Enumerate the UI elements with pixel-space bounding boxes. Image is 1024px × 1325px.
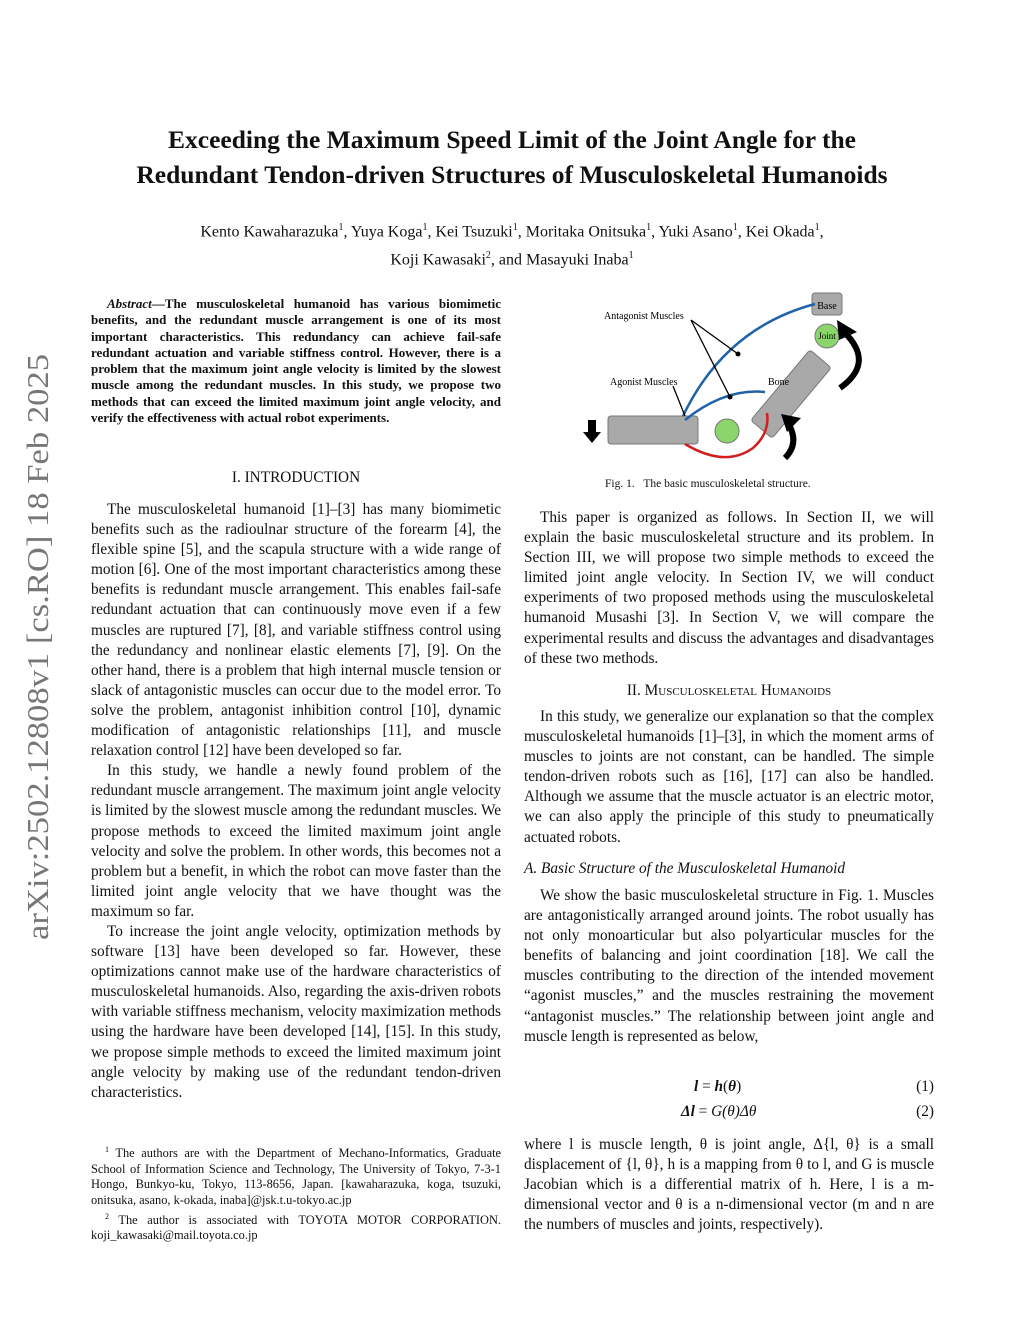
abstract-dash: — (151, 296, 165, 311)
paragraph: where l is muscle length, θ is joint angle, Δ{l, θ} is a small displacement of {l, θ}, h is a mapping from θ to l, and G is muscle Jacobian which is a differential matrix of h. Here, l is a m-dimensional vector and θ is a n-dimensional vector (m and n are the numbers of muscles and joints, respectively). (524, 1136, 934, 1234)
author-affiliation: 2 (485, 250, 491, 262)
author-list (80, 216, 944, 273)
author: Kei Tsuzuki (435, 223, 513, 241)
section-2-body (524, 707, 934, 848)
eq-sign: = (694, 1103, 712, 1120)
footnote-mark: 2 (105, 1211, 109, 1221)
eq-sign: = (698, 1078, 715, 1095)
author-affiliation: 1 (628, 250, 634, 262)
attach-dot (728, 395, 733, 400)
paragraph: We show the basic musculoskeletal structure in Fig. 1. Muscles are antagonistically arranged around joints. The robot usually has not only monoarticular but also polyarticular muscles for the benefits of balancing and joint coordination [18]. We call the muscles contributing to the direction of the intended movement “agonist muscles,” and the muscles restraining the movement “antagonist muscles.” The relationship between joint angle and muscle length is represented as below, (524, 887, 934, 1045)
agonist-label: Agonist Muscles (610, 377, 678, 388)
section-heading-introduction: I. INTRODUCTION (231, 469, 361, 486)
subsection-heading: A. Basic Structure of the Musculoskeletal Humanoid (524, 860, 846, 877)
footnote-text: The author is associated with TOYOTA MOTOR CORPORATION. koji_kawasaki@mail.toyota.co.jp (91, 1212, 502, 1243)
subsection-a-body (524, 886, 934, 1047)
arxiv-stamp (10, 352, 60, 942)
author-line-1: Kento Kawaharazuka$^1$, Yuya Koga$^1$, Kei Tsuzuki$^1$, Moritaka Onitsuka$^1$, Yuki Asano$^1$, Kei Okada$^1$, (200, 222, 824, 241)
author-line-2 (80, 244, 944, 272)
section-title: Musculoskeletal Humanoids (644, 682, 832, 699)
down-arrow-head (583, 432, 601, 443)
arxiv-stamp-svg (10, 352, 60, 942)
antagonist-muscle-short (685, 392, 765, 420)
equation-1 (524, 1078, 934, 1100)
equation-explanation (524, 1135, 934, 1235)
abstract-lead: Abstract (107, 296, 152, 311)
abstract-body: The musculoskeletal humanoid has various biomimetic benefits, and the redundant muscle arrangement is one of its most important characteristics. This redundancy can achieve fail-safe redundant actuation and variable stiffness control. However, there is a problem that the maximum joint angle velocity is limited by the slowest muscle among the redundant muscles. In this study, we propose two methods that can exceed the limited maximum joint angle velocity, and verify the effectiveness with actual robot experiments. (91, 296, 501, 426)
equation-1-body: l = h(θ) (694, 1078, 742, 1095)
section-number: II. (626, 682, 641, 699)
rotation-arrow (840, 333, 859, 388)
attach-dot (736, 352, 741, 357)
author: Kento Kawaharazuka (200, 223, 339, 241)
eq-symbol: l (694, 1078, 699, 1095)
lower-joint (715, 419, 739, 443)
title-line-1: Exceeding the Maximum Speed Limit of the Joint Angle for the (168, 125, 856, 154)
abstract (91, 296, 501, 426)
base-label: Base (817, 301, 837, 312)
equation-number: (2) (916, 1103, 934, 1120)
author: Yuki Asano (658, 223, 733, 241)
joint-label: Joint (818, 331, 836, 341)
caption-text: The basic musculoskeletal structure. (643, 478, 811, 490)
leader-line (673, 386, 685, 416)
footnote-2 (91, 1209, 501, 1244)
author: Moritaka Onitsuka (525, 223, 647, 241)
author-affiliation: 1 (512, 222, 518, 233)
arxiv-id: arXiv:2502.12808v1 [cs.RO] 18 Feb 2025 (20, 414, 55, 940)
author-affiliation: 1 (814, 222, 820, 233)
footnote-text: The authors are with the Department of Mechano-Informatics, Graduate School of Information Science and Technology, The University of Tokyo, 7-3-1 Hongo, Bunkyo-ku, Tokyo, 113-8656, Japan. [kawaharazuka, koga, tsuzuki, onitsuka, asano, k-okada, inaba]@jsk.t.u-tokyo.ac.jp (91, 1146, 502, 1207)
author-affiliation: 1 (646, 222, 652, 233)
paragraph: To increase the joint angle velocity, optimization methods by software [13] have been developed so far. However, these optimizations cannot make use of the hardware characteristics of musculoskeletal humanoids. Also, regarding the axis-driven robots with variable stiffness mechanism, velocity maximization methods using the hardware have been developed [14], [15]. In this study, we propose simple methods to exceed the limited maximum joint angle velocity by making use of the redundant tendon-driven characteristics. (91, 922, 501, 1101)
paragraph: The musculoskeletal humanoid [1]–[3] has many biomimetic benefits such as the radioulnar structure of the forearm [4], the flexible spine [5], and the scapula structure with a wide range of motion [6]. One of the most important characteristics among these benefits is redundant muscle arrangement. This enables fail-safe redundant actuation that can continuously move even if a few muscles are ruptured [7], [8], and variable stiffness control using the redundancy and nonlinear elastic elements [7], [9]. On the other hand, there is a problem that high internal muscle tension or slack of antagonistic muscles can occur due to the model error. To solve the problem, antagonist inhibition control [10], dynamic modification of antagonistic relationships [11], and muscle relaxation control [12] have been developed so far. (91, 501, 501, 760)
author: Kei Okada (745, 223, 815, 241)
bone-label: Bone (768, 377, 790, 388)
figure-1-caption (605, 478, 811, 490)
eq-symbol: θ (728, 1078, 737, 1095)
title-line-2: Redundant Tendon-driven Structures of Musculoskeletal Humanoids (136, 160, 888, 189)
author: Masayuki Inaba (526, 251, 629, 269)
paper-title (80, 122, 944, 192)
author-affiliation: 1 (338, 222, 344, 233)
leader-line (691, 320, 738, 354)
footnote-mark: 1 (105, 1145, 109, 1154)
musculoskeletal-diagram (575, 288, 875, 468)
author-separator: , and (490, 251, 526, 269)
right-column-intro-end (524, 508, 934, 669)
equation-2 (524, 1103, 934, 1125)
antagonist-label: Antagonist Muscles (604, 311, 684, 322)
author-affiliation: 1 (422, 222, 428, 233)
down-arrow-shaft (588, 420, 596, 432)
author: Yuya Koga (350, 223, 423, 241)
figure-1 (575, 288, 875, 468)
caption-number: Fig. 1. (605, 478, 635, 490)
footnote-1 (91, 1142, 501, 1209)
eq-symbol: h (714, 1078, 724, 1095)
equation-number: (1) (916, 1078, 934, 1095)
paragraph: This paper is organized as follows. In Section II, we will explain the basic musculoskeletal structure and its problem. In Section III, we will propose two simple methods to exceed the limited joint angle velocity. In Section IV, we will conduct experiments of two proposed methods using the musculoskeletal humanoid Musashi [3]. In Section V, we will compare the experimental results and discuss the advantages and disadvantages of these two methods. (524, 509, 934, 667)
footnotes (91, 1142, 501, 1244)
equation-2-body (681, 1103, 756, 1121)
eq-symbol: G(θ)Δθ (711, 1103, 757, 1120)
paragraph: In this study, we generalize our explanation so that the complex musculoskeletal humanoids [1]–[3], in which the moment arms of muscles to joints are not constant, can be handled. The simple tendon-driven robots such as [16], [17] can also be handled. Although we assume that the muscle actuator is an electric motor, we can also apply the principle of this study to pneumatically actuated robots. (524, 708, 934, 846)
author: Koji Kawasaki (390, 251, 486, 269)
introduction-body (91, 500, 501, 1103)
lower-bone (608, 416, 698, 444)
paragraph: In this study, we handle a newly found problem of the redundant muscle arrangement. The maximum joint angle velocity is limited by the slowest muscle among the redundant muscles. We propose methods to exceed the limited maximum joint angle velocity and solve the problem. In other words, this becomes not a problem but a benefit, in which the robot can move faster than the limited joint angle velocity that we have thought was the maximum so far. (91, 762, 501, 920)
eq-symbol: Δl (681, 1103, 695, 1120)
leader-line (691, 320, 730, 397)
author-affiliation: 1 (732, 222, 738, 233)
section-heading-musculoskeletal (524, 682, 934, 700)
